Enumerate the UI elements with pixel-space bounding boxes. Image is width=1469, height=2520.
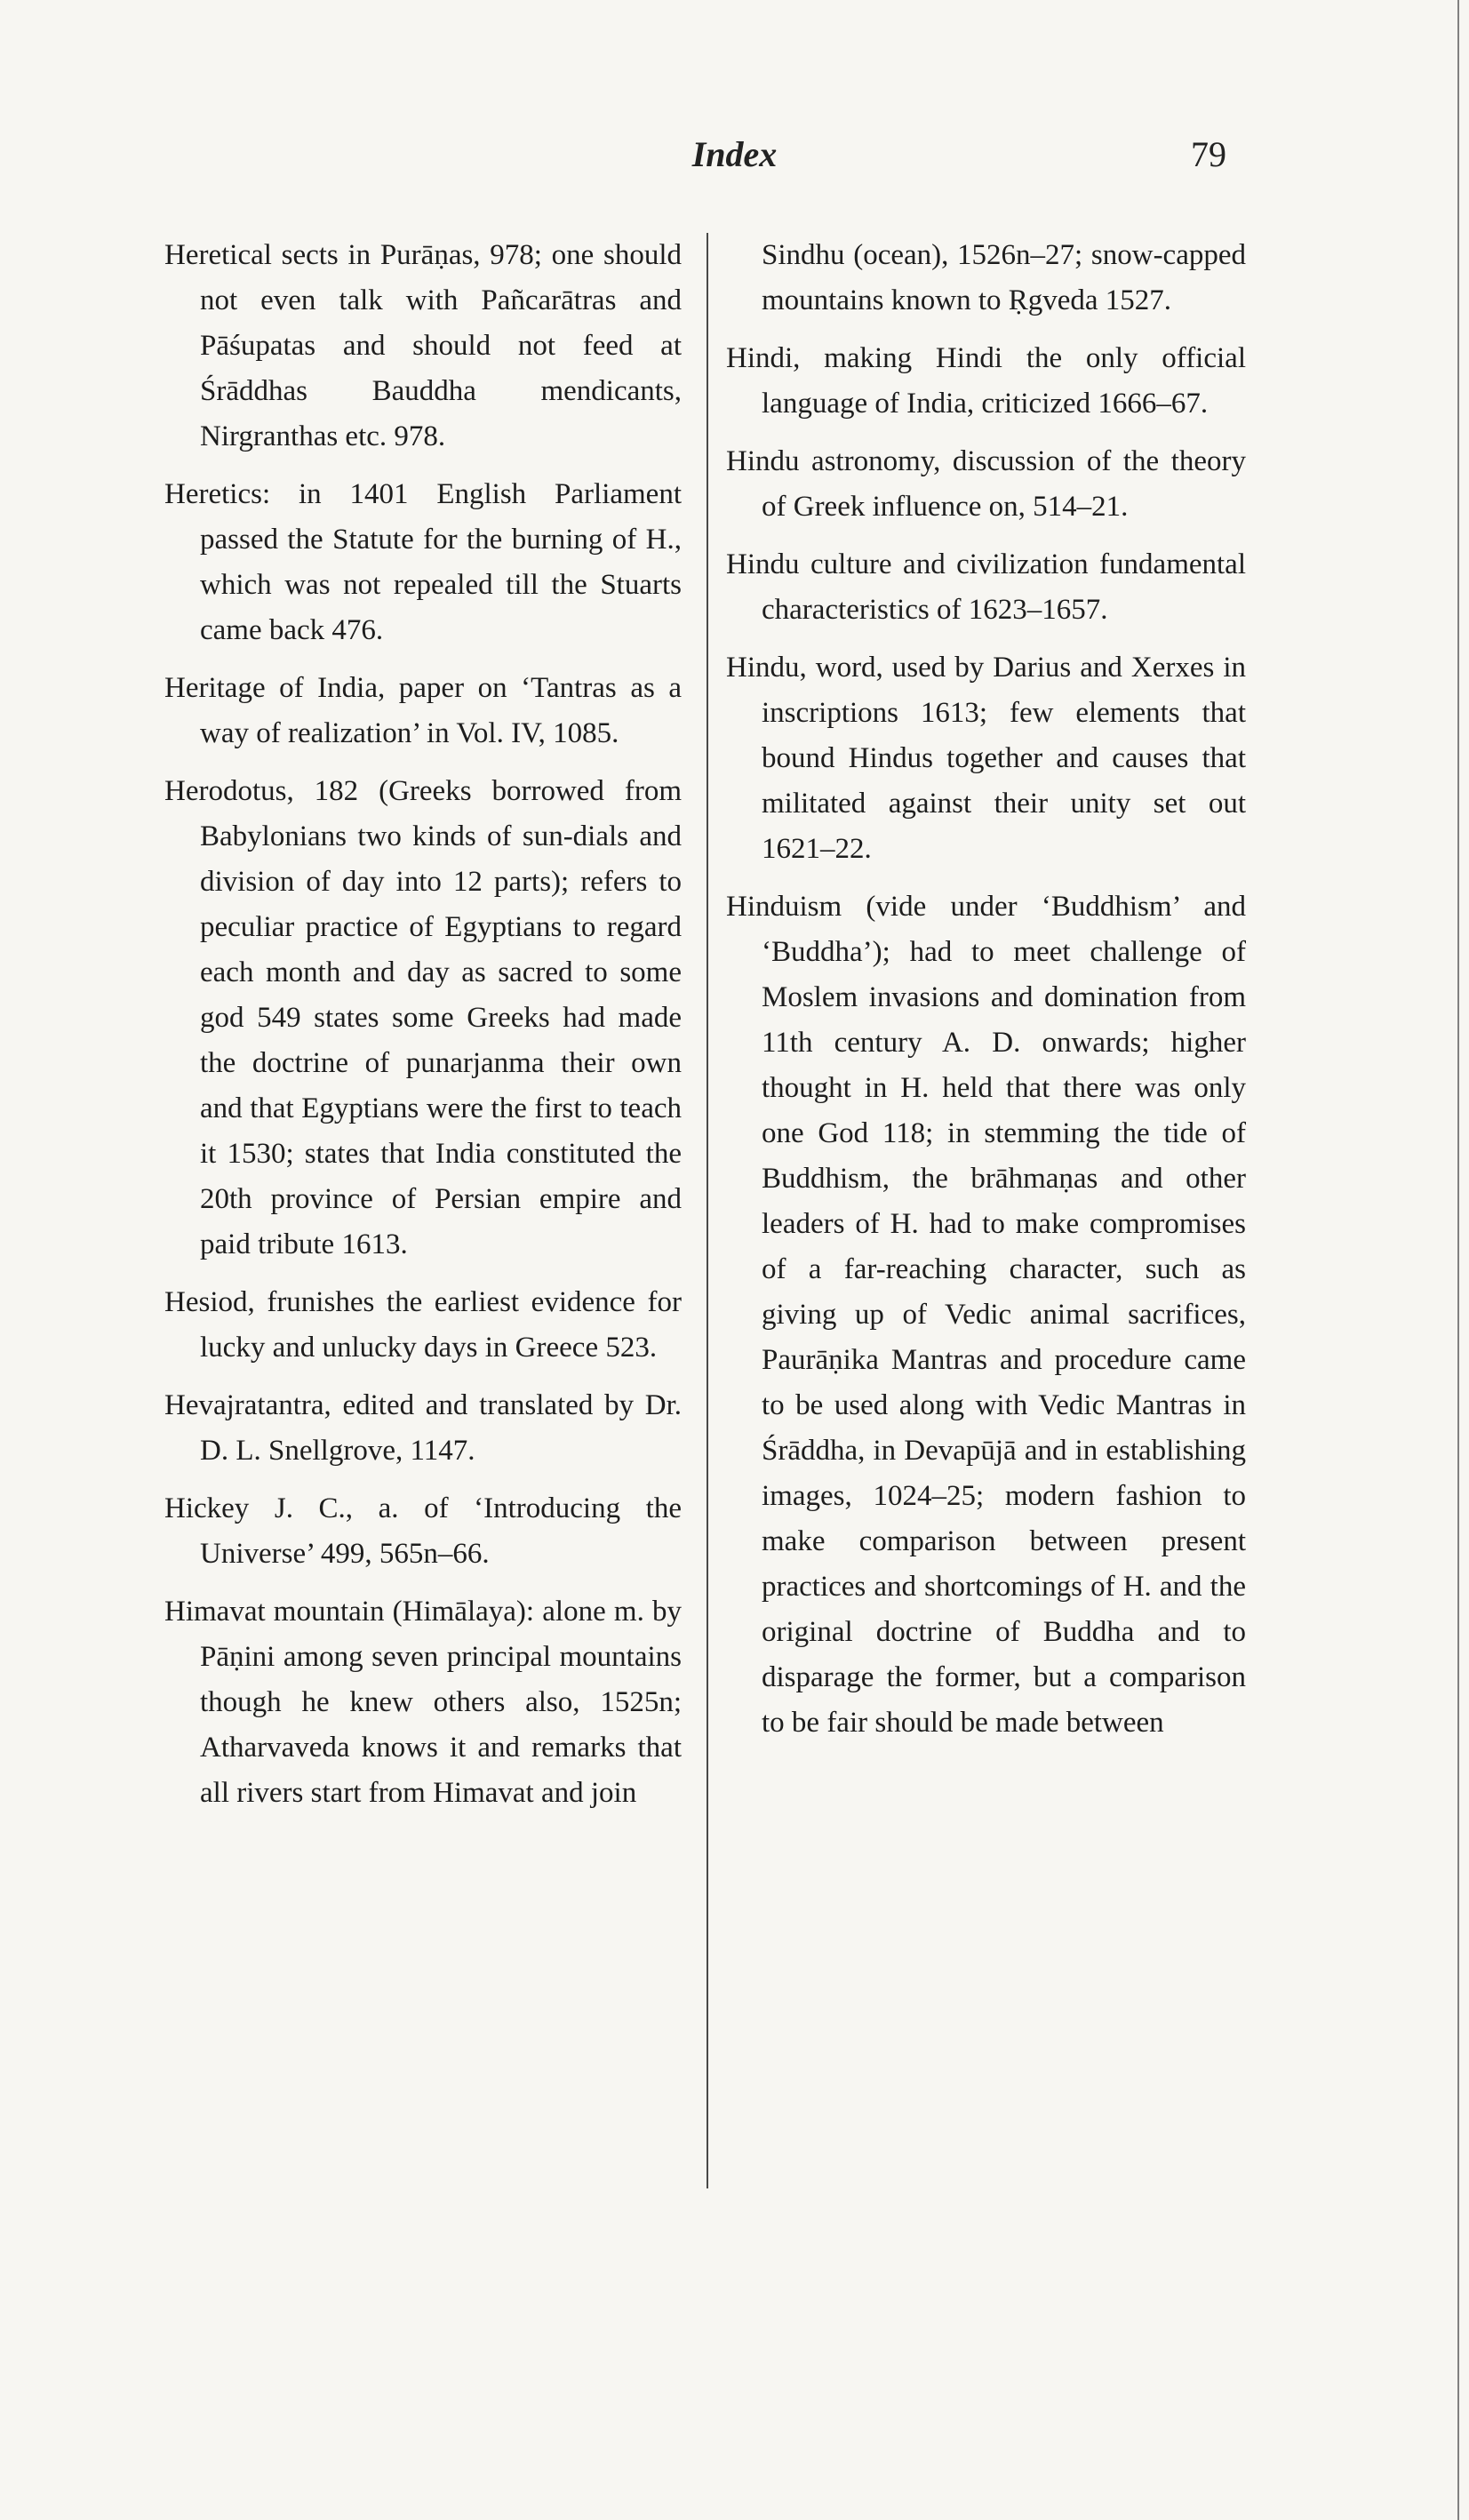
index-column-left [164,233,682,1828]
index-entry: Heritage of India, paper on ‘Tantras as a way of realization’ in Vol. IV, 1085. [164,672,682,749]
page-header-title: Index [691,134,778,174]
index-entry: Hinduism (vide under ‘Buddhism’ and ‘Buddha’); had to meet challenge of Moslem invasions and domination from 11th century A. D. onwards; higher thought in H. held that there was only one God 118; in stemming the tide of Buddhism, the brāhmaṇas and other leaders of H. had to make compromises of a far-reaching character, such as giving up of Vedic animal sacrifices, Paurāṇika Mantras and procedure came to be used along with Vedic Mantras in Śrāddha, in Devapūjā and in establishing images, 1024–25; modern fashion to make comparison between present practices and shortcomings of H. and the original doctrine of Buddha and to disparage the former, but a comparison to be fair should be made between [726,891,1246,1739]
index-entry: Hindu, word, used by Darius and Xerxes in inscriptions 1613; few elements that bound Hindus together and causes that militated against their unity set out 1621–22. [726,652,1246,865]
index-entry: Hesiod, frunishes the earliest evidence for lucky and unlucky days in Greece 523. [164,1286,682,1364]
column-divider [707,233,708,2188]
index-entry: Hevajratantra, edited and translated by Dr. D. L. Snellgrove, 1147. [164,1389,682,1467]
index-column-right [726,233,1246,1758]
page-number: 79 [1191,134,1226,174]
index-entry: Herodotus, 182 (Greeks borrowed from Babylonians two kinds of sun-dials and division of day into 12 parts); refers to peculiar practice of Egyptians to regard each month and day as sacred to some god 549 states some Greeks had made the doctrine of punarjanma their own and that Egyptians were the first to teach it 1530; states that India constituted the 20th province of Persian empire and paid tribute 1613. [164,775,682,1260]
index-entry-continuation: Sindhu (ocean), 1526n–27; snow-capped mountains known to Ṛgveda 1527. [762,239,1246,316]
index-entry: Hindu culture and civilization fundamental characteristics of 1623–1657. [726,548,1246,626]
index-entry: Hindi, making Hindi the only official language of India, criticized 1666–67. [726,342,1246,420]
index-entry: Heretics: in 1401 English Parliament passed the Statute for the burning of H., which was not repealed till the Stuarts came back 476. [164,478,682,646]
right-edge-line [1457,0,1459,2520]
index-entry: Himavat mountain (Himālaya): alone m. by Pāṇini among seven principal mountains though he knew others also, 1525n; Atharvaveda knows it and remarks that all rivers start from Himavat and join [164,1596,682,1809]
index-entry: Hindu astronomy, discussion of the theory of Greek influence on, 514–21. [726,445,1246,523]
index-entry: Hickey J. C., a. of ‘Introducing the Universe’ 499, 565n–66. [164,1492,682,1570]
index-entry: Heretical sects in Purāṇas, 978; one should not even talk with Pañcarātras and Pāśupatas and should not feed at Śrāddhas Bauddha mendicants, Nirgranthas etc. 978. [164,239,682,452]
